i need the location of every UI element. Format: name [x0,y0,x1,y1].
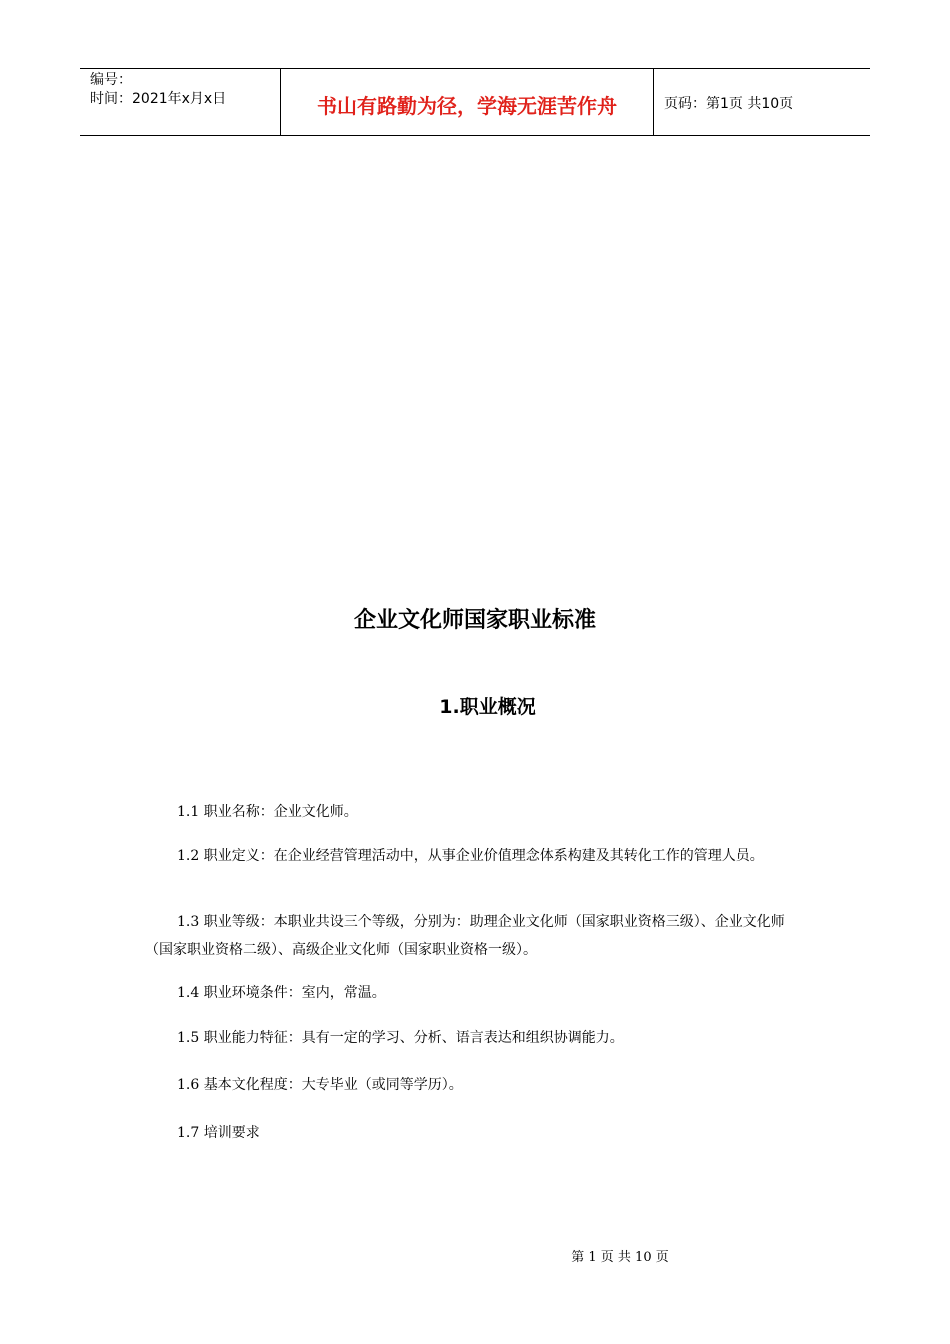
header-page-info: 页码：第1页 共10页 [664,96,794,112]
paragraph-1-6: 1.6 基本文化程度：大专毕业（或同等学历）。 [177,1077,463,1093]
header-meta-cell [80,69,281,135]
header-motto: 书山有路勤为径，学海无涯苦作舟 [281,69,654,135]
paragraph-1-1: 1.1 职业名称：企业文化师。 [177,804,358,820]
section-title: 1.职业概况 [439,696,536,718]
paragraph-1-4: 1.4 职业环境条件：室内，常温。 [177,985,386,1001]
paragraph-1-3: 1.3 职业等级：本职业共设三个等级，分别为：助理企业文化师（国家职业资格三级）、企业文化师（国家职业资格二级）、高级企业文化师（国家职业资格一级）。 [145,914,785,958]
paragraph-1-2: 1.2 职业定义：在企业经营管理活动中，从事企业价值理念体系构建及其转化工作的管理人员。 [177,848,764,864]
page-footer: 第 1 页 共 10 页 [571,1250,669,1265]
document-title: 企业文化师国家职业标准 [353,608,596,633]
document-number-label: 编号： [90,72,132,88]
paragraph-1-5: 1.5 职业能力特征：具有一定的学习、分析、语言表达和组织协调能力。 [177,1030,624,1046]
paragraph-1-7: 1.7 培训要求 [177,1125,260,1141]
document-time-label: 时间：2021年x月x日 [90,91,227,107]
page-header [80,68,870,136]
